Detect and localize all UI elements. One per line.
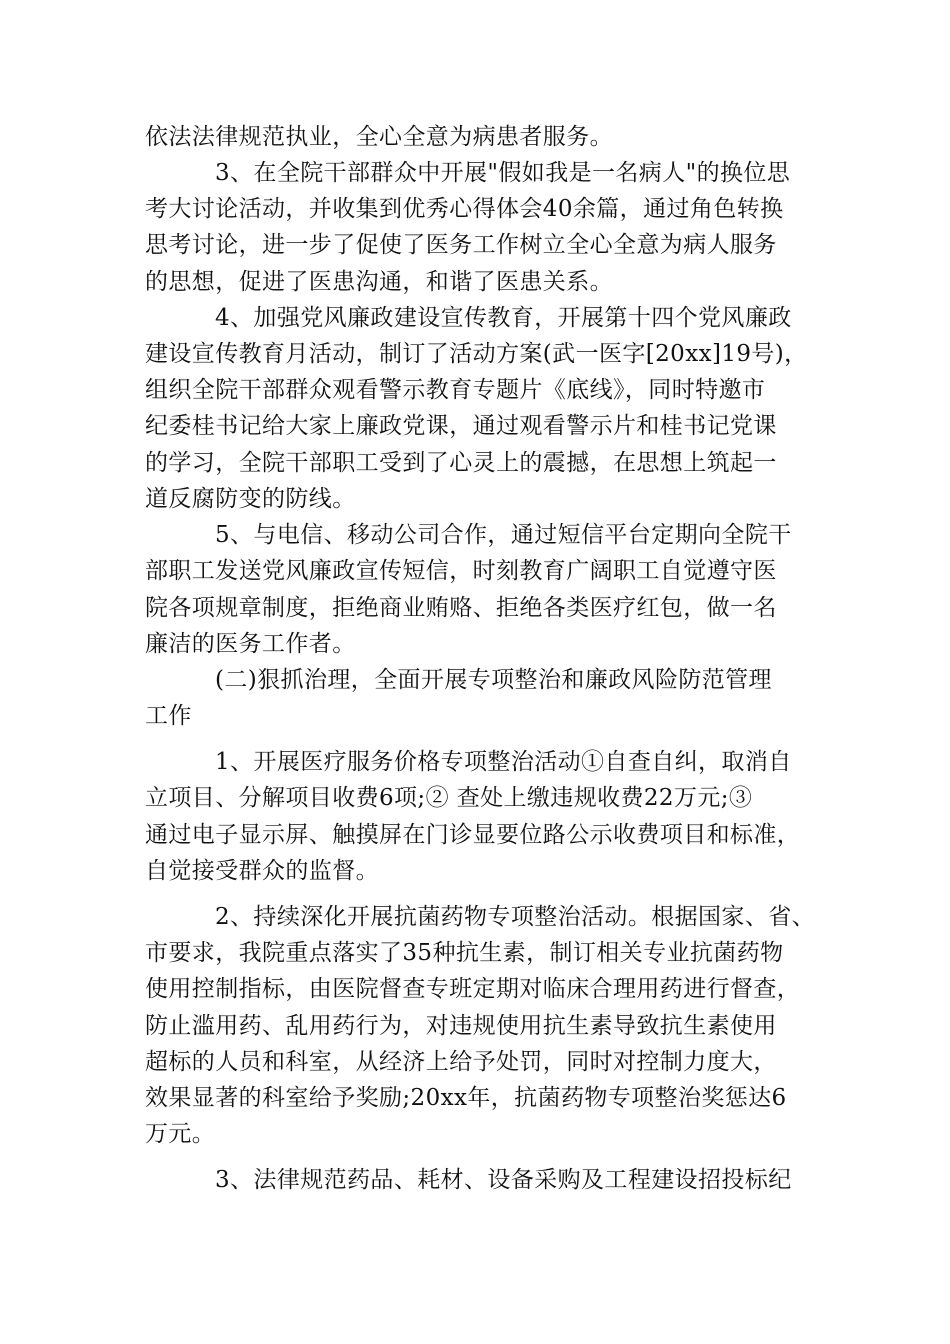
text-line: 的思想，促进了医患沟通，和谐了医患关系。 (145, 269, 613, 295)
text-line: 立项目、分解项目收费6项;② 查处上缴违规收费22万元;③ (145, 785, 753, 811)
text-line: 廉洁的医务工作者。 (145, 631, 356, 657)
text-line: 依法法律规范执业，全心全意为病患者服务。 (145, 124, 613, 150)
text-line: 建设宣传教育月活动，制订了活动方案(武一医字[20xx]19号)， (145, 341, 808, 367)
text-line: 自觉接受群众的监督。 (145, 858, 379, 884)
text-line: 效果显著的科室给予奖励;20xx年，抗菌药物专项整治奖惩达6 (145, 1085, 787, 1111)
paragraph-start: 3、法律规范药品、耗材、设备采购及工程建设招投标纪 (215, 1167, 792, 1193)
text-line: 道反腐防变的防线。 (145, 486, 356, 512)
text-line: 考大讨论活动，并收集到优秀心得体会40余篇，通过角色转换 (145, 196, 784, 222)
text-line: 院各项规章制度，拒绝商业贿赂、拒绝各类医疗红包，做一名 (145, 595, 777, 621)
paragraph-start: 3、在全院干部群众中开展"假如我是一名病人"的换位思 (215, 160, 791, 186)
text-line: 部职工发送党风廉政宣传短信，时刻教育广阔职工自觉遵守医 (145, 558, 777, 584)
text-line: 组织全院干部群众观看警示教育专题片《底线》，同时特邀市 (145, 377, 766, 403)
paragraph-start: 1、开展医疗服务价格专项整治活动①自查自纠，取消自 (215, 749, 792, 775)
section-heading-cont: 工作 (145, 703, 192, 729)
text-line: 思考讨论，进一步了促使了医务工作树立全心全意为病人服务 (145, 232, 777, 258)
text-line: 超标的人员和科室，从经济上给予处罚，同时对控制力度大， (145, 1049, 777, 1075)
text-line: 万元。 (145, 1121, 216, 1147)
paragraph-start: 4、加强党风廉政建设宣传教育，开展第十四个党风廉政 (215, 305, 792, 331)
paragraph-start: 2、持续深化开展抗菌药物专项整治活动。根据国家、省、 (215, 904, 816, 930)
section-heading: (二)狠抓治理，全面开展专项整治和廉政风险防范管理 (215, 667, 772, 693)
text-line: 防止滥用药、乱用药行为，对违规使用抗生素导致抗生素使用 (145, 1013, 777, 1039)
text-line: 使用控制指标，由医院督查专班定期对临床合理用药进行督查， (145, 976, 801, 1002)
text-line: 市要求，我院重点落实了35种抗生素，制订相关专业抗菌药物 (145, 940, 784, 966)
paragraph-start: 5、与电信、移动公司合作，通过短信平台定期向全院干 (215, 522, 792, 548)
text-line: 的学习，全院干部职工受到了心灵上的震撼，在思想上筑起一 (145, 450, 777, 476)
text-line: 通过电子显示屏、触摸屏在门诊显要位路公示收费项目和标准， (145, 822, 801, 848)
text-line: 纪委桂书记给大家上廉政党课，通过观看警示片和桂书记党课 (145, 413, 777, 439)
